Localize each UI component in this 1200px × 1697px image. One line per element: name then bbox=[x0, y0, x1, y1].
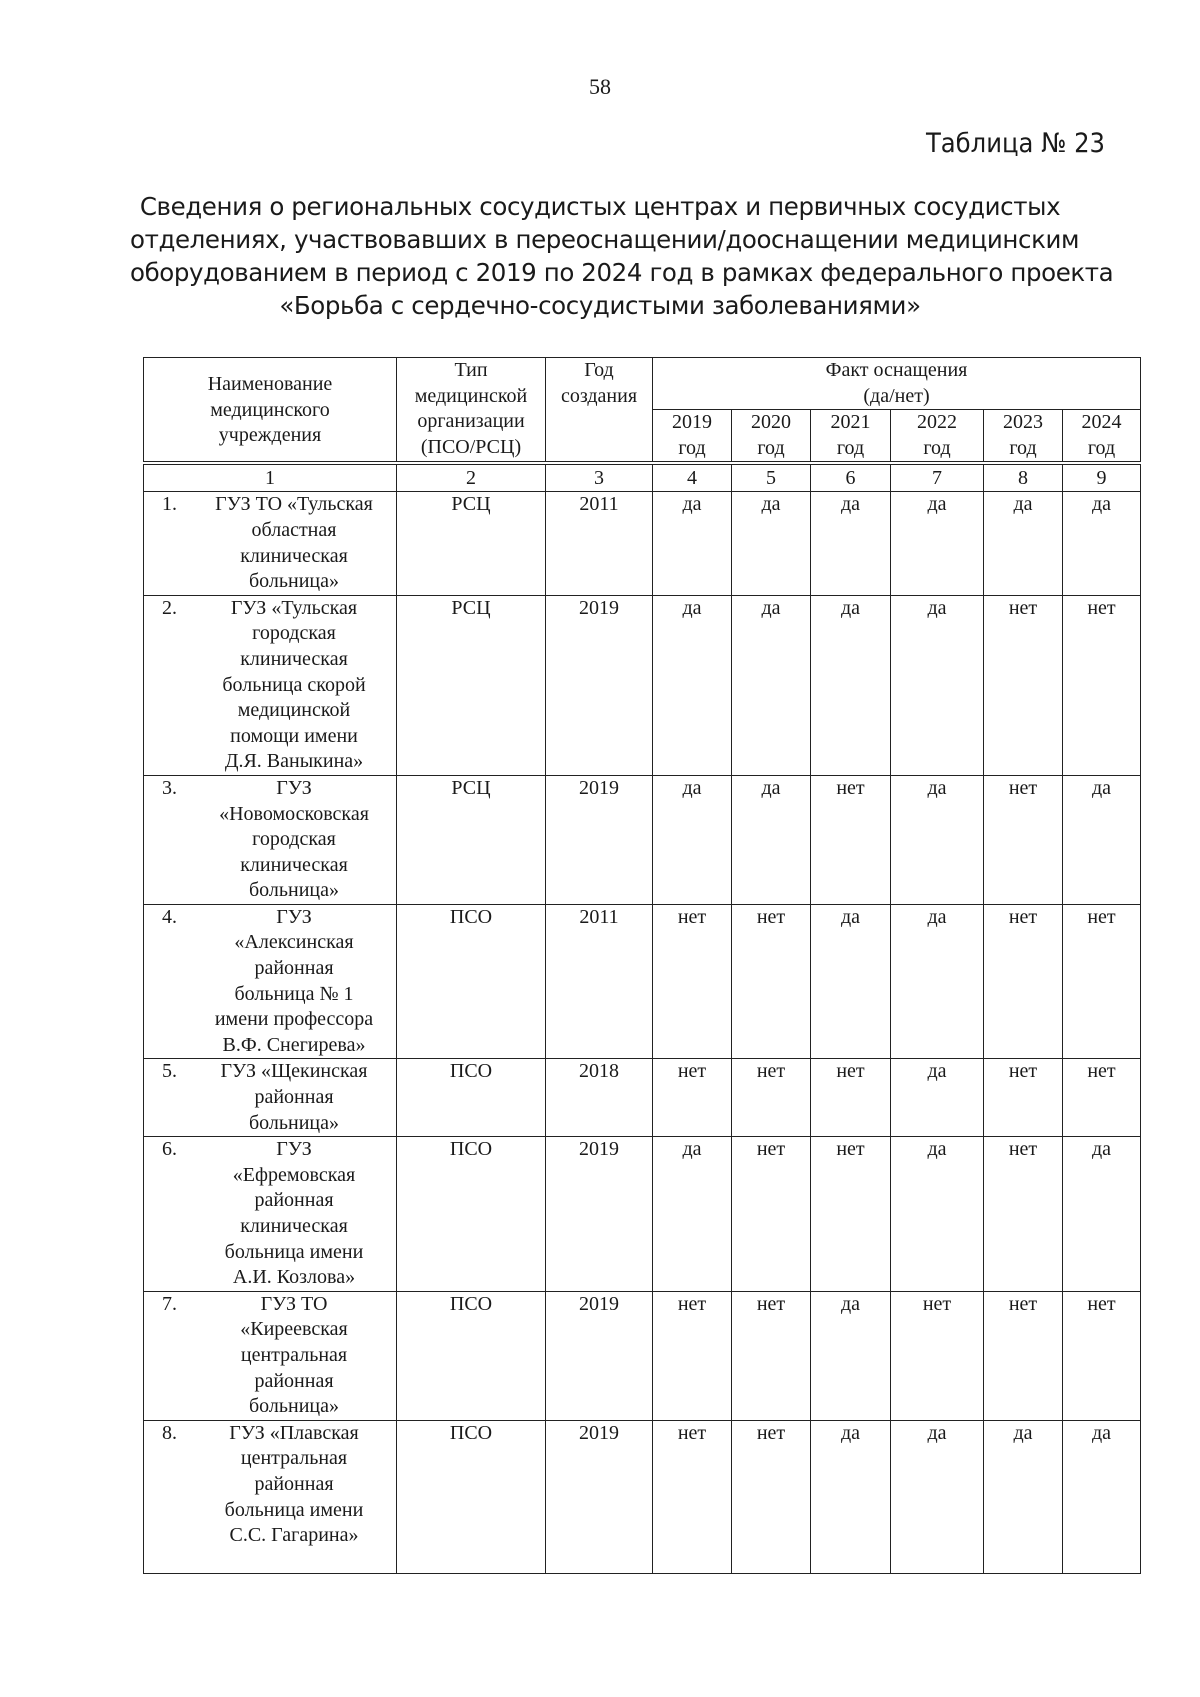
org-type-cell: РСЦ bbox=[397, 492, 546, 595]
fact-cell-2023: нет bbox=[984, 775, 1063, 904]
institution-name-line: ГУЗ bbox=[276, 905, 312, 928]
institution-name-line: В.Ф. Снегирева» bbox=[222, 1033, 366, 1056]
institution-name bbox=[146, 1421, 394, 1549]
institution-name bbox=[146, 492, 394, 594]
creation-year-cell: 2011 bbox=[546, 904, 653, 1059]
year-unit: год bbox=[678, 436, 706, 459]
institution-name-line: ГУЗ «Плавская bbox=[229, 1421, 359, 1444]
org-type-cell: ПСО bbox=[397, 1291, 546, 1420]
fact-cell-2024: да bbox=[1063, 1420, 1141, 1573]
institution-name-line: А.И. Козлова» bbox=[232, 1266, 356, 1289]
institution-name-line: «Ефремовская bbox=[232, 1163, 356, 1186]
institution-name-line: ГУЗ bbox=[276, 776, 312, 799]
institution-name-line: ГУЗ ТО «Тульская bbox=[215, 493, 373, 516]
header-row bbox=[144, 358, 1141, 410]
creation-year-cell: 2019 bbox=[546, 1137, 653, 1292]
fact-cell-2024: нет bbox=[1063, 1059, 1141, 1137]
row-number: 1. bbox=[162, 493, 177, 516]
institution-name-line: медицинской bbox=[237, 699, 351, 722]
institution-name-line: городская bbox=[252, 622, 336, 645]
fact-cell-2021: да bbox=[811, 492, 891, 595]
institution-name-line: больница № 1 bbox=[234, 982, 354, 1005]
institution-name-cell bbox=[144, 595, 397, 775]
column-number: 7 bbox=[891, 463, 984, 492]
institution-name-line: районная bbox=[254, 1189, 334, 1212]
header-fact-line: Факт оснащения bbox=[825, 359, 968, 381]
fact-cell-2019: нет bbox=[653, 1059, 732, 1137]
institution-name bbox=[146, 1292, 394, 1420]
column-numbers-row bbox=[144, 463, 1141, 492]
fact-cell-2024: да bbox=[1063, 492, 1141, 595]
fact-cell-2020: да bbox=[732, 595, 811, 775]
institution-name-line: больница» bbox=[249, 1395, 339, 1418]
table-row bbox=[144, 775, 1141, 904]
institution-name-line: имени профессора bbox=[214, 1008, 374, 1031]
institution-name-line: больница скорой bbox=[222, 673, 366, 696]
institution-name-line: ГУЗ bbox=[276, 1138, 312, 1161]
table-row bbox=[144, 595, 1141, 775]
fact-cell-2023: нет bbox=[984, 1059, 1063, 1137]
year-value: 2021 bbox=[830, 411, 871, 434]
org-type-cell: ПСО bbox=[397, 1420, 546, 1573]
fact-cell-2022: да bbox=[891, 1420, 984, 1573]
table-caption bbox=[130, 190, 1114, 322]
row-number: 2. bbox=[162, 596, 177, 619]
institution-name-cell bbox=[144, 1059, 397, 1137]
year-value: 2022 bbox=[917, 411, 957, 434]
header-year-4 bbox=[984, 410, 1063, 464]
header-year-1 bbox=[732, 410, 811, 464]
institution-name-cell bbox=[144, 904, 397, 1059]
caption-line: «Борьба с сердечно-сосудистыми заболеваниями» bbox=[279, 291, 921, 320]
fact-cell-2023: нет bbox=[984, 1291, 1063, 1420]
fact-cell-2024: нет bbox=[1063, 595, 1141, 775]
fact-cell-2020: нет bbox=[732, 1137, 811, 1292]
fact-cell-2019: да bbox=[653, 595, 732, 775]
institution-name-line: «Киреевская bbox=[240, 1318, 348, 1341]
header-year-2 bbox=[811, 410, 891, 464]
institution-name-line: больница имени bbox=[224, 1240, 364, 1263]
row-number: 3. bbox=[162, 776, 177, 799]
fact-cell-2020: да bbox=[732, 775, 811, 904]
caption-line: отделениях, участвовавших в переоснащении/дооснащении медицинским bbox=[130, 225, 1080, 254]
row-number: 5. bbox=[162, 1060, 177, 1083]
institution-name bbox=[146, 905, 394, 1059]
header-fact-line: (да/нет) bbox=[863, 384, 930, 407]
institution-name-line: «Алексинская bbox=[234, 931, 354, 954]
org-type-cell: ПСО bbox=[397, 904, 546, 1059]
fact-cell-2019: да bbox=[653, 1137, 732, 1292]
fact-cell-2023: нет bbox=[984, 1137, 1063, 1292]
institution-name-line: больница» bbox=[249, 879, 339, 902]
institution-name-line: ГУЗ «Щекинская bbox=[220, 1060, 368, 1083]
header-name-line: медицинского bbox=[210, 398, 330, 421]
institution-name bbox=[146, 1059, 394, 1136]
fact-cell-2020: нет bbox=[732, 1059, 811, 1137]
year-value: 2024 bbox=[1081, 411, 1122, 434]
fact-cell-2020: нет bbox=[732, 904, 811, 1059]
header-year-3 bbox=[891, 410, 984, 464]
fact-cell-2024: да bbox=[1063, 775, 1141, 904]
year-value: 2019 bbox=[672, 411, 712, 434]
institution-name-cell bbox=[144, 775, 397, 904]
fact-cell-2023: да bbox=[984, 492, 1063, 595]
table-label: Таблица № 23 bbox=[925, 128, 1105, 159]
table-row bbox=[144, 1420, 1141, 1573]
creation-year-cell: 2019 bbox=[546, 595, 653, 775]
header-type bbox=[397, 358, 546, 464]
org-type-cell: ПСО bbox=[397, 1137, 546, 1292]
column-number: 9 bbox=[1063, 463, 1141, 492]
fact-cell-2020: да bbox=[732, 492, 811, 595]
institution-name-line: ГУЗ «Тульская bbox=[230, 596, 358, 619]
year-unit: год bbox=[923, 436, 951, 459]
creation-year-cell: 2019 bbox=[546, 1291, 653, 1420]
fact-cell-2019: да bbox=[653, 492, 732, 595]
header-name-line: учреждения bbox=[218, 424, 322, 447]
header-year-line: создания bbox=[560, 384, 638, 407]
header-year bbox=[546, 358, 653, 464]
fact-cell-2021: да bbox=[811, 595, 891, 775]
fact-cell-2021: да bbox=[811, 1420, 891, 1573]
year-unit: год bbox=[757, 436, 785, 459]
org-type-cell: РСЦ bbox=[397, 595, 546, 775]
column-number: 4 bbox=[653, 463, 732, 492]
fact-cell-2021: нет bbox=[811, 1059, 891, 1137]
header-year-0 bbox=[653, 410, 732, 464]
table-row bbox=[144, 1291, 1141, 1420]
fact-cell-2022: да bbox=[891, 1137, 984, 1292]
institution-name-cell bbox=[144, 492, 397, 595]
institution-name-line: больница» bbox=[249, 1111, 339, 1134]
header-year-5 bbox=[1063, 410, 1141, 464]
institution-name-cell bbox=[144, 1137, 397, 1292]
creation-year-cell: 2011 bbox=[546, 492, 653, 595]
fact-cell-2024: нет bbox=[1063, 1291, 1141, 1420]
header-name-line: Наименование bbox=[207, 373, 333, 395]
institution-name-line: «Новомосковская bbox=[219, 802, 369, 825]
institution-name bbox=[146, 1137, 394, 1291]
column-number: 8 bbox=[984, 463, 1063, 492]
row-number: 7. bbox=[162, 1292, 177, 1315]
org-type-cell: РСЦ bbox=[397, 775, 546, 904]
fact-cell-2020: нет bbox=[732, 1291, 811, 1420]
fact-cell-2019: нет bbox=[653, 1291, 732, 1420]
institution-name-line: Д.Я. Ваныкина» bbox=[224, 750, 364, 773]
institution-name-line: больница имени bbox=[224, 1498, 364, 1521]
fact-cell-2022: да bbox=[891, 1059, 984, 1137]
fact-cell-2021: да bbox=[811, 904, 891, 1059]
fact-cell-2022: да bbox=[891, 904, 984, 1059]
institution-name-line: районная bbox=[254, 1086, 334, 1109]
institution-name bbox=[146, 596, 394, 775]
institution-name-line: районная bbox=[254, 957, 334, 980]
institution-name-line: центральная bbox=[240, 1447, 348, 1470]
row-number: 8. bbox=[162, 1421, 177, 1444]
fact-cell-2019: нет bbox=[653, 1420, 732, 1573]
header-type-line: медицинской bbox=[414, 384, 528, 407]
fact-cell-2020: нет bbox=[732, 1420, 811, 1573]
institution-name-cell bbox=[144, 1291, 397, 1420]
creation-year-cell: 2018 bbox=[546, 1059, 653, 1137]
institution-name-line: городская bbox=[252, 828, 336, 851]
fact-cell-2022: да bbox=[891, 775, 984, 904]
fact-cell-2024: да bbox=[1063, 1137, 1141, 1292]
year-unit: год bbox=[1087, 436, 1116, 459]
fact-cell-2022: нет bbox=[891, 1291, 984, 1420]
institution-name-line: центральная bbox=[240, 1343, 348, 1366]
header-type-line: Тип bbox=[454, 359, 488, 381]
org-type-cell: ПСО bbox=[397, 1059, 546, 1137]
institution-name-line: клиническая bbox=[240, 853, 348, 876]
institution-name-line: помощи имени bbox=[230, 724, 358, 747]
institution-name-line: С.С. Гагарина» bbox=[229, 1524, 359, 1547]
table-row bbox=[144, 1059, 1141, 1137]
year-value: 2023 bbox=[1003, 411, 1043, 434]
institution-name-line: клиническая bbox=[240, 647, 348, 670]
year-unit: год bbox=[836, 436, 865, 459]
fact-cell-2023: нет bbox=[984, 595, 1063, 775]
year-value: 2020 bbox=[751, 411, 791, 434]
header-type-line: (ПСО/РСЦ) bbox=[420, 435, 522, 458]
column-number: 3 bbox=[546, 463, 653, 492]
fact-cell-2024: нет bbox=[1063, 904, 1141, 1059]
table-row bbox=[144, 1137, 1141, 1292]
row-number: 4. bbox=[162, 905, 177, 928]
equipment-table bbox=[143, 357, 1141, 1574]
creation-year-cell: 2019 bbox=[546, 775, 653, 904]
institution-name-line: клиническая bbox=[240, 544, 348, 567]
institution-name-line: районная bbox=[254, 1472, 334, 1495]
year-unit: год bbox=[1009, 436, 1037, 459]
institution-name bbox=[146, 776, 394, 904]
column-number: 2 bbox=[397, 463, 546, 492]
page-number: 58 bbox=[589, 74, 611, 99]
institution-name-line: областная bbox=[251, 518, 337, 541]
header-year-line: Год bbox=[584, 359, 614, 381]
table-row bbox=[144, 492, 1141, 595]
fact-cell-2023: да bbox=[984, 1420, 1063, 1573]
column-number: 1 bbox=[144, 463, 397, 492]
header-name bbox=[144, 358, 397, 464]
row-number: 6. bbox=[162, 1138, 177, 1161]
column-number: 5 bbox=[732, 463, 811, 492]
fact-cell-2021: да bbox=[811, 1291, 891, 1420]
fact-cell-2021: нет bbox=[811, 775, 891, 904]
fact-cell-2023: нет bbox=[984, 904, 1063, 1059]
institution-name-line: клиническая bbox=[240, 1215, 348, 1237]
fact-cell-2022: да bbox=[891, 492, 984, 595]
fact-cell-2021: нет bbox=[811, 1137, 891, 1292]
fact-cell-2019: да bbox=[653, 775, 732, 904]
caption-line: оборудованием в период с 2019 по 2024 год в рамках федерального проекта bbox=[130, 258, 1114, 287]
fact-cell-2019: нет bbox=[653, 904, 732, 1059]
header-fact bbox=[653, 358, 1141, 410]
institution-name-line: больница» bbox=[249, 570, 339, 593]
fact-cell-2022: да bbox=[891, 595, 984, 775]
institution-name-line: районная bbox=[254, 1369, 334, 1392]
creation-year-cell: 2019 bbox=[546, 1420, 653, 1573]
caption-line: Сведения о региональных сосудистых центрах и первичных сосудистых bbox=[139, 192, 1061, 221]
column-number: 6 bbox=[811, 463, 891, 492]
institution-name-cell bbox=[144, 1420, 397, 1573]
header-type-line: организации bbox=[417, 410, 525, 433]
table-row bbox=[144, 904, 1141, 1059]
institution-name-line: ГУЗ ТО bbox=[260, 1292, 328, 1315]
